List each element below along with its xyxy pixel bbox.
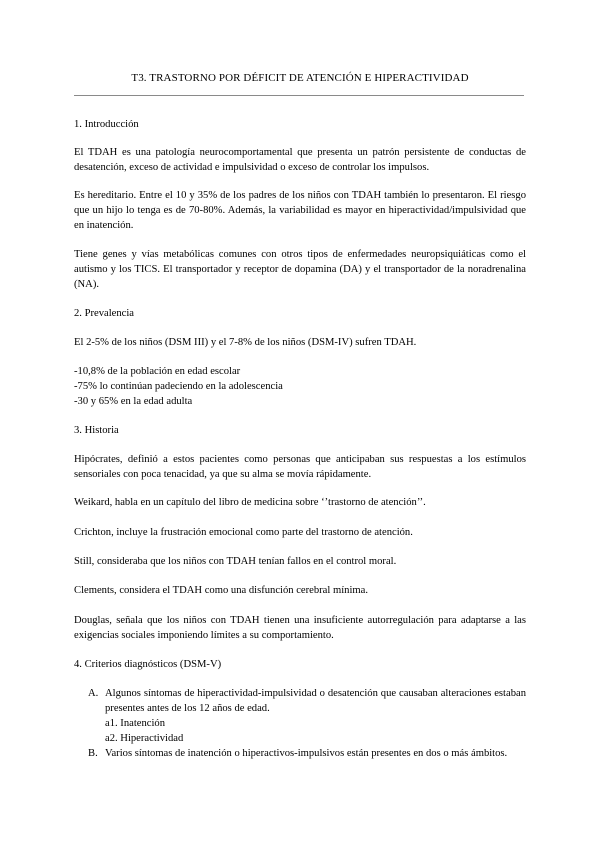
historia-paragraph-2: Weikard, habla en un capítulo del libro de medicina sobre ‘’trastorno de atención’’. [74,497,426,508]
historia-paragraph-1: Hipócrates, definió a estos pacientes como personas que anticipaban sus respuestas a los estímulos sensoriales con poca tenacidad, ya que su alma se movía rápidamente. [74,454,526,480]
prevalencia-list-item: -30 y 65% en la edad adulta [74,396,193,407]
prevalencia-paragraph-1: El 2-5% de los niños (DSM III) y el 7-8% de los niños (DSM-IV) sufren TDAH. [74,337,417,348]
criterio-marker: B. [88,748,98,759]
criterios-list [88,686,526,761]
section-heading-criterios: 4. Criterios diagnósticos (DSM-V) [74,659,222,670]
prevalencia-list-item: -10,8% de la población en edad escolar [74,366,241,377]
historia-paragraph-3: Crichton, incluye la frustración emocional como parte del trastorno de atención. [74,527,413,538]
historia-paragraph-5: Clements, considera el TDAH como una disfunción cerebral mínima. [74,585,368,596]
section-heading-prevalencia: 2. Prevalencia [74,308,135,319]
section-heading-historia: 3. Historia [74,425,119,436]
criterio-item [88,686,526,716]
section-heading-introduccion: 1. Introducción [74,119,139,130]
criterio-marker: A. [88,688,99,699]
criterio-text: Varios síntomas de inatención o hiperactivos-impulsivos están presentes en dos o más ámbitos. [105,748,508,759]
historia-paragraph-4: Still, consideraba que los niños con TDAH tenían fallos en el control moral. [74,556,397,567]
title-divider [74,95,524,96]
intro-paragraph-2: Es hereditario. Entre el 10 y 35% de los padres de los niños con TDAH también lo presentaron. El riesgo que un hijo lo tenga es de 70-80%. Además, la variabilidad es mayor en hiperactividad/impulsividad que en inatención. [74,190,526,231]
criterio-item [88,746,526,761]
intro-paragraph-1: El TDAH es una patología neurocomportamental que presenta un patrón persistente de conductas de desatención, exceso de actividad e impulsividad o exceso de controlar los impulsos. [74,147,526,173]
criterio-subitem: a1. Inatención [105,718,166,729]
criterio-text: Algunos síntomas de hiperactividad-impulsividad o desatención que causaban alteraciones estaban presentes antes de los 12 años de edad. [105,688,526,714]
document-title: T3. TRASTORNO POR DÉFICIT DE ATENCIÓN E HIPERACTIVIDAD [131,72,469,84]
prevalencia-list-item: -75% lo continúan padeciendo en la adolescencia [74,381,283,392]
criterio-subitem: a2. Hiperactividad [105,733,184,744]
intro-paragraph-3: Tiene genes y vías metabólicas comunes con otros tipos de enfermedades neuropsiquiáticas como el autismo y los TICS. El transportador y receptor de dopamina (DA) y el transportador de la noradrenalina (NA). [74,249,526,290]
historia-paragraph-6: Douglas, señala que los niños con TDAH tienen una insuficiente autorregulación para adaptarse a las exigencias sociales imponiendo límites a su comportamiento. [74,615,526,641]
